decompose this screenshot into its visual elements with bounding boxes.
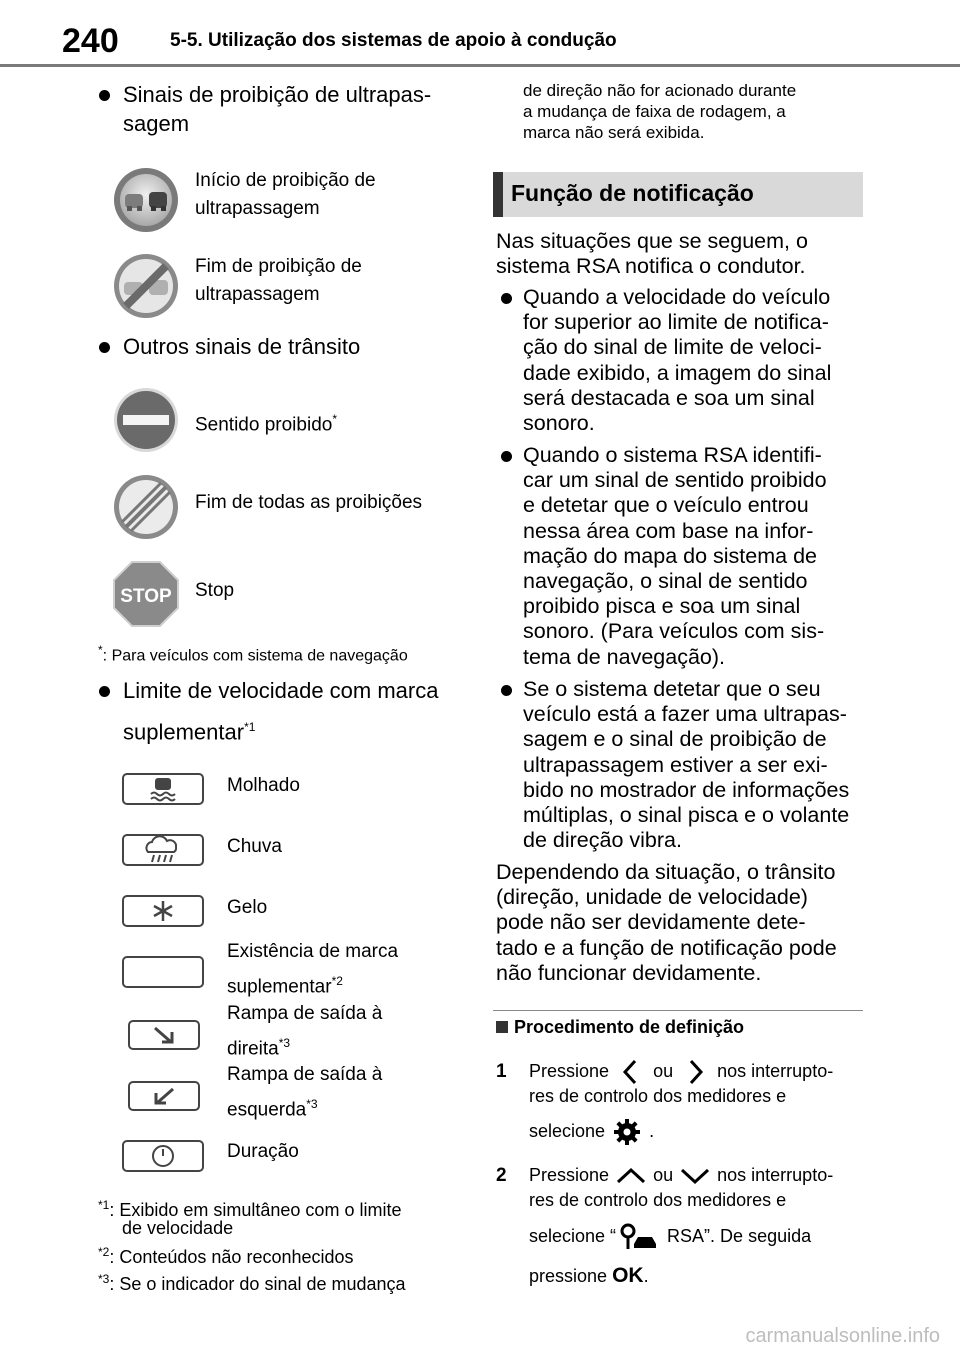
duration-clock-icon	[122, 1140, 204, 1172]
step-2-line2: res de controlo dos medidores e	[529, 1190, 787, 1210]
exit-right-icon	[128, 1020, 200, 1050]
stop-sign-text: STOP	[120, 586, 172, 607]
mark-label: Rampa de saída à	[227, 1003, 383, 1024]
chapter-title: 5-5. Utilização dos sistemas de apoio à condução	[170, 30, 617, 51]
step-1-line2: res de controlo dos medidores e	[529, 1086, 787, 1106]
blank-mark-icon	[122, 956, 204, 988]
ok-icon: OK	[612, 1264, 644, 1287]
no-overtaking-end-icon	[112, 252, 180, 320]
bullet-text-cont: sagem	[123, 111, 190, 136]
footnote-1: $^{*1}$: Exibido em simultâneo com o limite	[98, 1198, 402, 1220]
end-of-prohibitions-icon	[112, 473, 180, 541]
bullet-text: Sinais de proibição de ultrapas-	[123, 82, 432, 107]
continued-text: de direção não for acionado durante a mudança de faixa de rodagem, a marca não será exibida.	[523, 81, 797, 142]
bullet-overtaking-signs	[123, 80, 431, 110]
chevron-down-icon	[678, 1165, 712, 1187]
section-title: Função de notificação	[511, 180, 754, 206]
step-1-line3: selecione .	[529, 1117, 654, 1147]
no-entry-icon	[112, 386, 180, 454]
footnote-3: $^{*3}$: Se o indicador do sinal de mudança	[98, 1272, 406, 1294]
section-header	[493, 172, 863, 217]
page-number: 240	[62, 22, 119, 60]
sign-label: Início de proibição de	[195, 170, 376, 191]
ice-icon	[122, 895, 204, 927]
mark-label: Duração	[227, 1141, 299, 1162]
notify-bullet-3: Se o sistema detetar que o seu veículo está a fazer uma ultrapas- sagem e o sinal de proibição de ultrapassagem estiver a ser exi- bido no mostrador de informações múltiplas, o sinal pisca e o volante de direção vibra.	[523, 677, 849, 853]
chevron-up-icon	[614, 1165, 648, 1187]
step-2-line4: pressione OK.	[529, 1264, 649, 1287]
chevron-right-icon	[678, 1059, 712, 1085]
bullet-dot	[99, 90, 110, 101]
mark-label: Existência de marca	[227, 941, 399, 962]
header-rule	[0, 64, 960, 67]
mark-label: Rampa de saída à	[227, 1064, 383, 1085]
mark-label: direita$^{*3}$	[227, 1036, 291, 1060]
section-bar	[493, 172, 503, 217]
bullet-dot	[501, 685, 512, 696]
sign-label: Fim de proibição de	[195, 256, 362, 277]
watermark: carmanualsonline.info	[745, 1325, 940, 1347]
bullet-other-signs	[123, 332, 360, 362]
rsa-car-icon	[616, 1222, 662, 1252]
bullet-text: Limite de velocidade com marca	[123, 678, 439, 703]
notify-bullet-2: Quando o sistema RSA identifi- car um sinal de sentido proibido e detetar que o veículo entrou nessa área com base na infor- mação do mapa do sistema de navegação, o sinal de sentido proibido pisca e soa um sinal sonoro. (Para veículos com sis- tema de navegação).	[523, 443, 827, 670]
stop-sign-icon	[112, 560, 180, 628]
notify-bullet-1: Quando a velocidade do veículo for superior ao limite de notifica- ção do sinal de limite de veloci- dade exibido, a imagem do sinal será destacada e soa um sinal sonoro.	[523, 285, 831, 436]
sign-label: Stop	[195, 580, 235, 601]
mark-label: esquerda$^{*3}$	[227, 1097, 318, 1121]
sign-label: ultrapassagem	[195, 284, 320, 305]
bullet-speed-limit-marks	[123, 676, 438, 706]
chevron-left-icon	[614, 1059, 648, 1085]
mark-label: Molhado	[227, 775, 300, 796]
step-2: 2 Pressione ou nos interrupto-	[496, 1165, 834, 1186]
step-1: 1 Pressione ou nos interrupto-	[496, 1059, 833, 1085]
intro-paragraph: Nas situações que se seguem, o sistema RSA notifica o condutor.	[496, 229, 808, 279]
exit-left-icon	[128, 1081, 200, 1111]
square-marker-icon	[496, 1021, 508, 1033]
mark-label: Gelo	[227, 897, 268, 918]
wet-road-icon	[122, 773, 204, 805]
mark-label: suplementar$^{*2}$	[227, 974, 343, 998]
bullet-dot	[99, 342, 110, 353]
sign-label: Fim de todas as proibições	[195, 492, 423, 513]
step-2-line3: selecione “ RSA”. De seguida	[529, 1222, 811, 1252]
mark-label: Chuva	[227, 836, 282, 857]
bullet-text: Outros sinais de trânsito	[123, 334, 361, 359]
gear-icon	[610, 1117, 644, 1147]
sign-label: ultrapassagem	[195, 198, 320, 219]
section-divider	[493, 1010, 863, 1011]
rain-icon	[122, 834, 204, 866]
procedure-title: Procedimento de definição	[496, 1017, 744, 1038]
bullet-dot	[99, 686, 110, 697]
bullet-text-cont: suplementar$^{*1}$	[123, 719, 256, 745]
footnote-2: $^{*2}$: Conteúdos não reconhecidos	[98, 1245, 354, 1267]
footnote-1-cont: de velocidade	[122, 1218, 234, 1238]
limitations-paragraph: Dependendo da situação, o trânsito (direção, unidade de velocidade) pode não ser devidamente dete- tado e a função de notificação pode não funcionar devidamente.	[496, 860, 837, 985]
bullet-dot	[501, 293, 512, 304]
sign-label: Sentido proibido*	[195, 412, 337, 436]
navigation-note: *: Para veículos com sistema de navegação	[98, 643, 408, 665]
bullet-dot	[501, 451, 512, 462]
no-overtaking-start-icon	[112, 166, 180, 234]
